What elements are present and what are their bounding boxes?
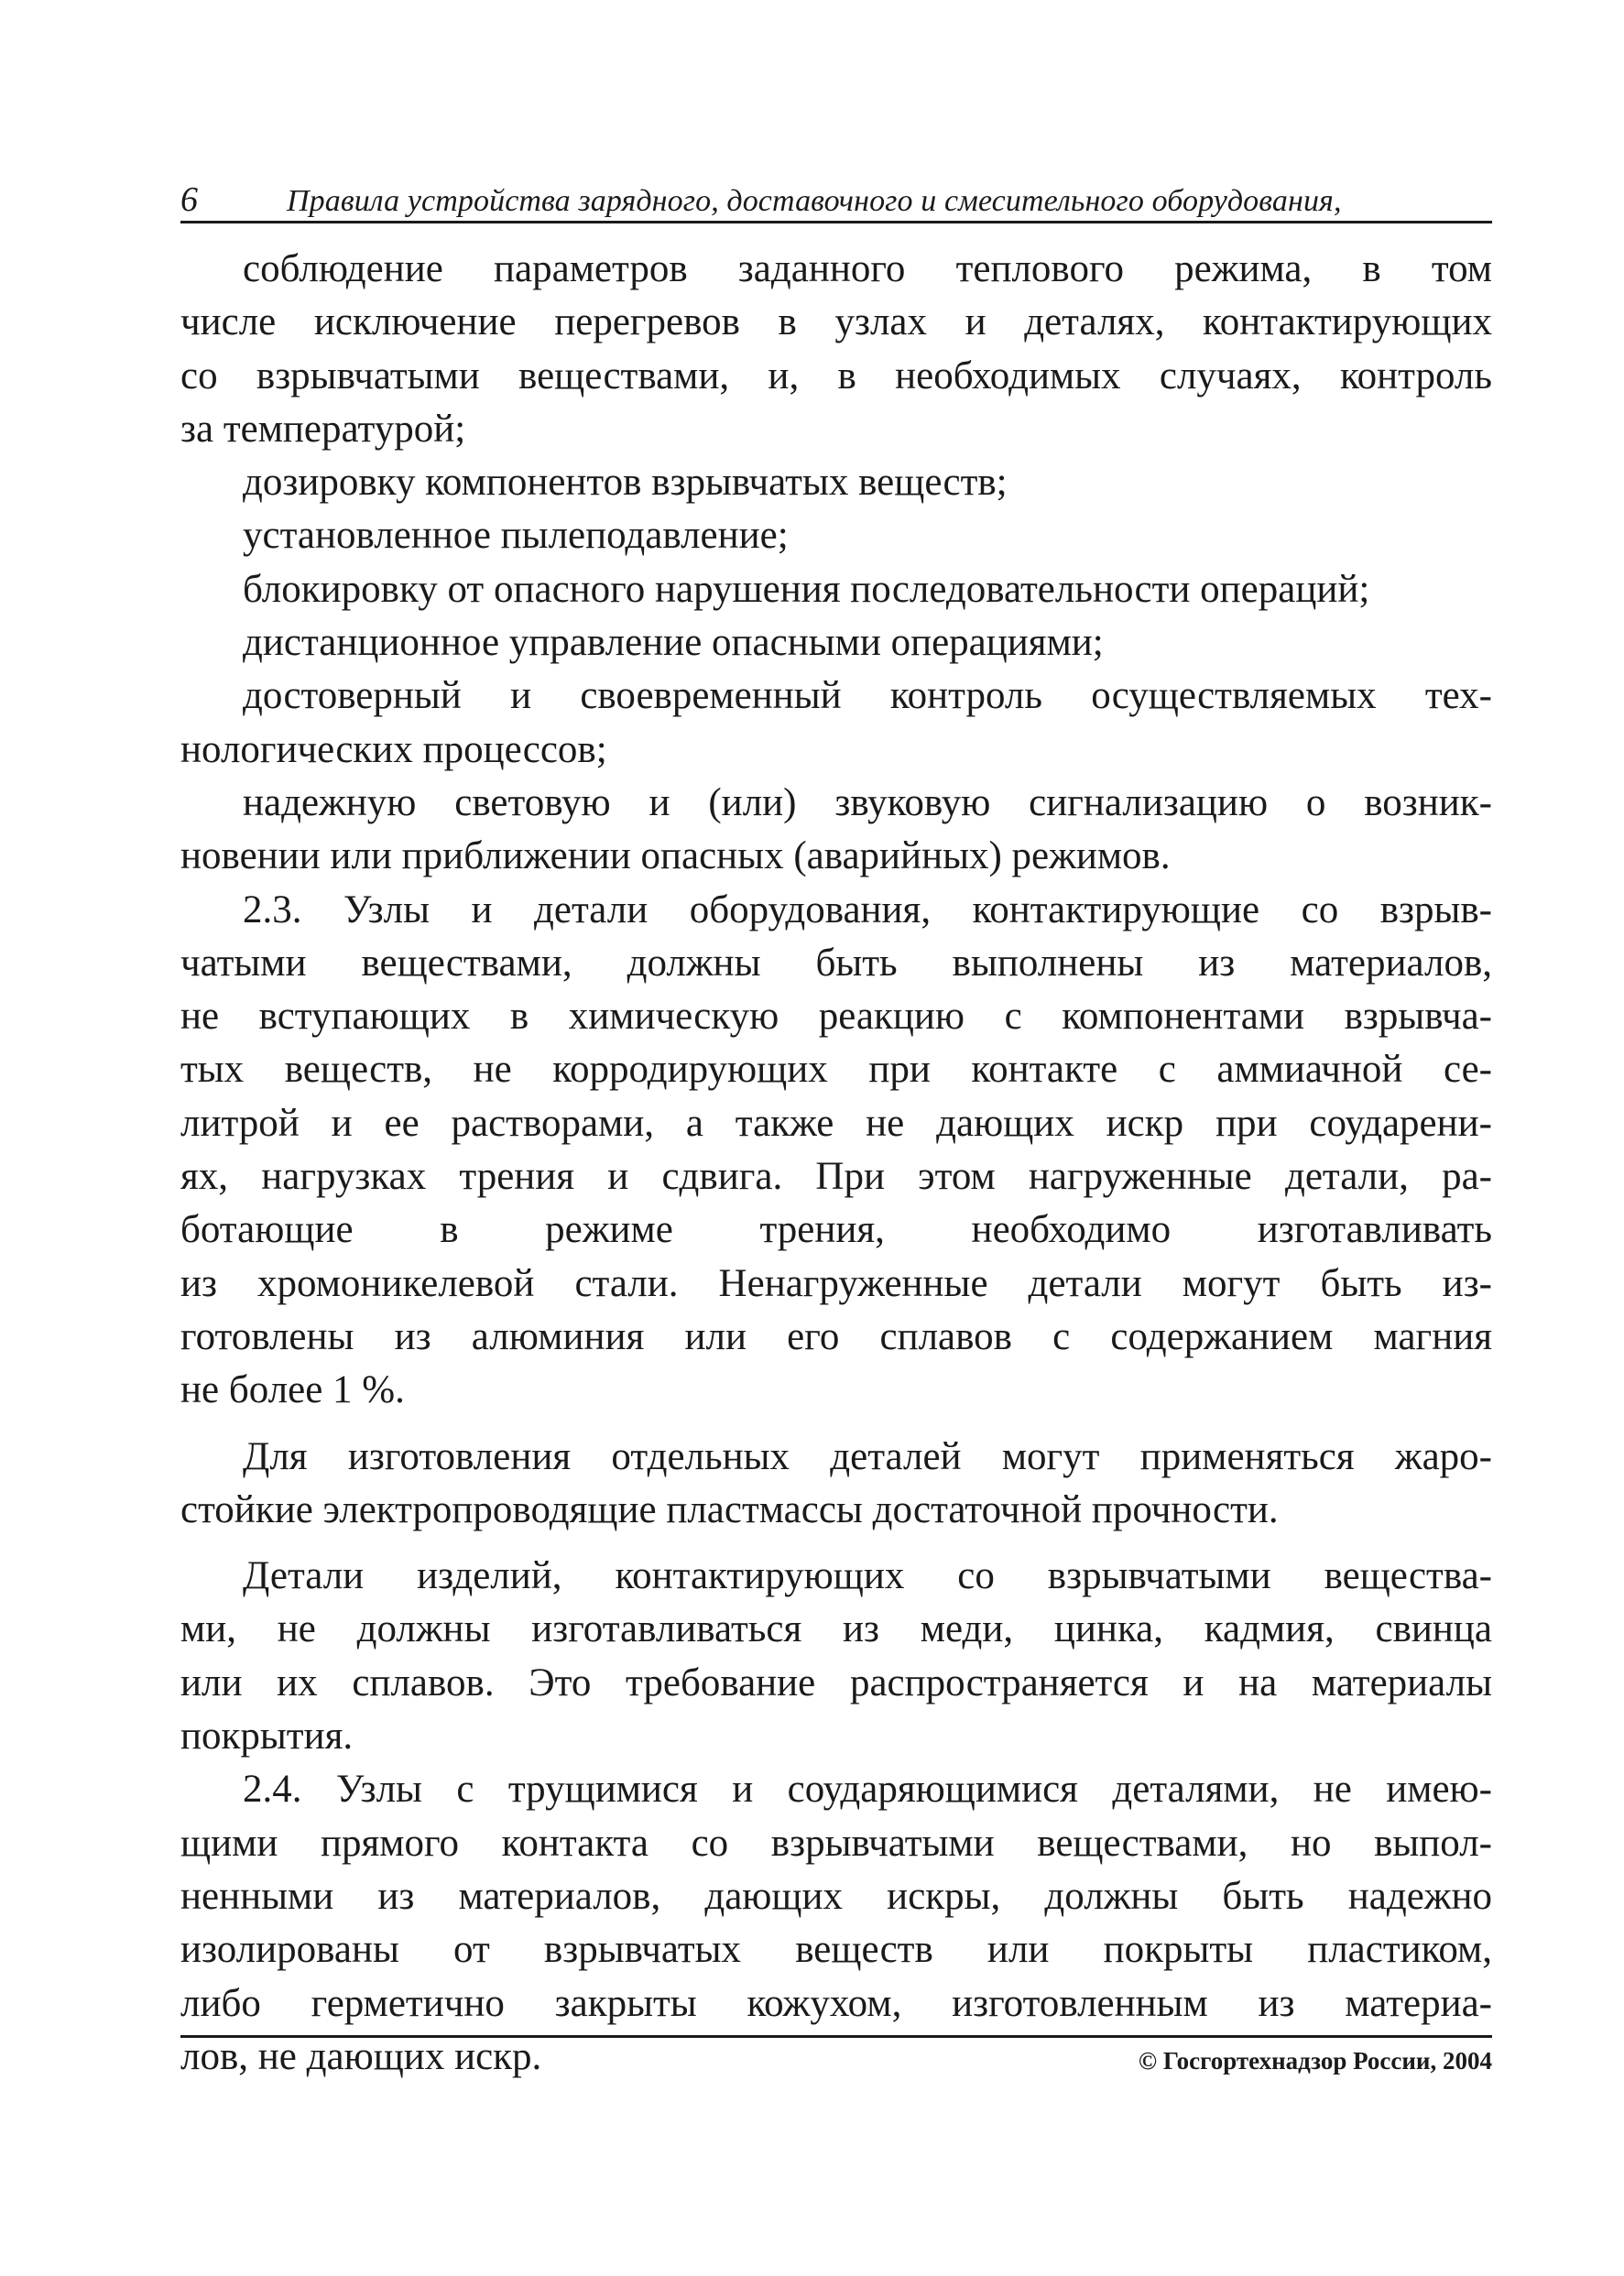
page-number: 6 [180,180,198,219]
text-line: или их сплавов. Это требование распространяется и на материалы [180,1661,1492,1704]
text-line: дозировку компонентов взрывчатых веществ; [243,461,1008,505]
text-line: покрытия. [180,1715,354,1759]
text-line: не вступающих в химическую реакцию с компонентами взрывча- [180,995,1492,1039]
text-line: ботающие в режиме трения, необходимо изготавливать [180,1208,1492,1252]
text-line: нологических процессов; [180,727,607,771]
text-line: 2.3. Узлы и детали оборудования, контактирующие со взрыв- [243,888,1492,931]
text-line: лов, не дающих искр. [180,2034,542,2078]
footer-rule [180,2035,1492,2038]
text-line: либо герметично закрыты кожухом, изготовленным из материа- [180,1981,1492,2025]
copyright-notice: © Госгортехнадзор России, 2004 [1138,2047,1492,2075]
text-line: чатыми веществами, должны быть выполнены из материалов, [180,941,1492,985]
text-line: ми, не должны изготавливаться из меди, цинка, кадмия, свинца [180,1607,1492,1651]
document-page [180,0,1492,2276]
text-line: 2.4. Узлы с трущимися и соударяющимися деталями, не имею- [243,1768,1492,1812]
text-line: ях, нагрузках трения и сдвига. При этом нагруженные детали, ра- [180,1155,1492,1199]
text-line: Для изготовления отдельных деталей могут применяться жаро- [243,1434,1492,1478]
text-line: изолированы от взрывчатых веществ или покрыты пластиком, [180,1928,1492,1972]
text-line: надежную световую и (или) звуковую сигнализацию о возник- [243,780,1492,824]
text-line: новении или приближении опасных (аварийных) режимов. [180,834,1171,878]
text-line: достоверный и своевременный контроль осуществляемых тех- [243,674,1492,718]
body-text [180,243,1492,2084]
text-line: числе исключение перегревов в узлах и деталях, контактирующих [180,300,1492,344]
text-line: блокировку от опасного нарушения последовательности операций; [243,567,1370,611]
text-line: дистанционное управление опасными операциями; [243,621,1104,665]
text-line: стойкие электропроводящие пластмассы достаточной прочности. [180,1487,1279,1531]
text-line: из хромоникелевой стали. Ненагруженные детали могут быть из- [180,1261,1492,1305]
text-line: готовлены из алюминия или его сплавов с содержанием магния [180,1314,1492,1358]
text-line: за температурой; [180,407,466,451]
text-line: щими прямого контакта со взрывчатыми веществами, но выпол- [180,1821,1492,1865]
running-header [180,170,1492,223]
text-line: Детали изделий, контактирующих со взрывчатыми вещества- [243,1554,1492,1598]
text-line: тых веществ, не корродирующих при контакте с аммиачной се- [180,1048,1492,1092]
text-line: соблюдение параметров заданного теплового режима, в том [243,247,1492,290]
text-line: со взрывчатыми веществами, и, в необходимых случаях, контроль [180,354,1492,397]
text-line: литрой и ее растворами, а также не дающих искр при соударени- [180,1101,1492,1145]
running-title: Правила устройства зарядного, доставочного и смесительного оборудования, [287,184,1342,218]
text-line: установленное пылеподавление; [243,514,789,558]
text-line: ненными из материалов, дающих искры, должны быть надежно [180,1874,1492,1918]
text-line: не более 1 %. [180,1368,405,1412]
